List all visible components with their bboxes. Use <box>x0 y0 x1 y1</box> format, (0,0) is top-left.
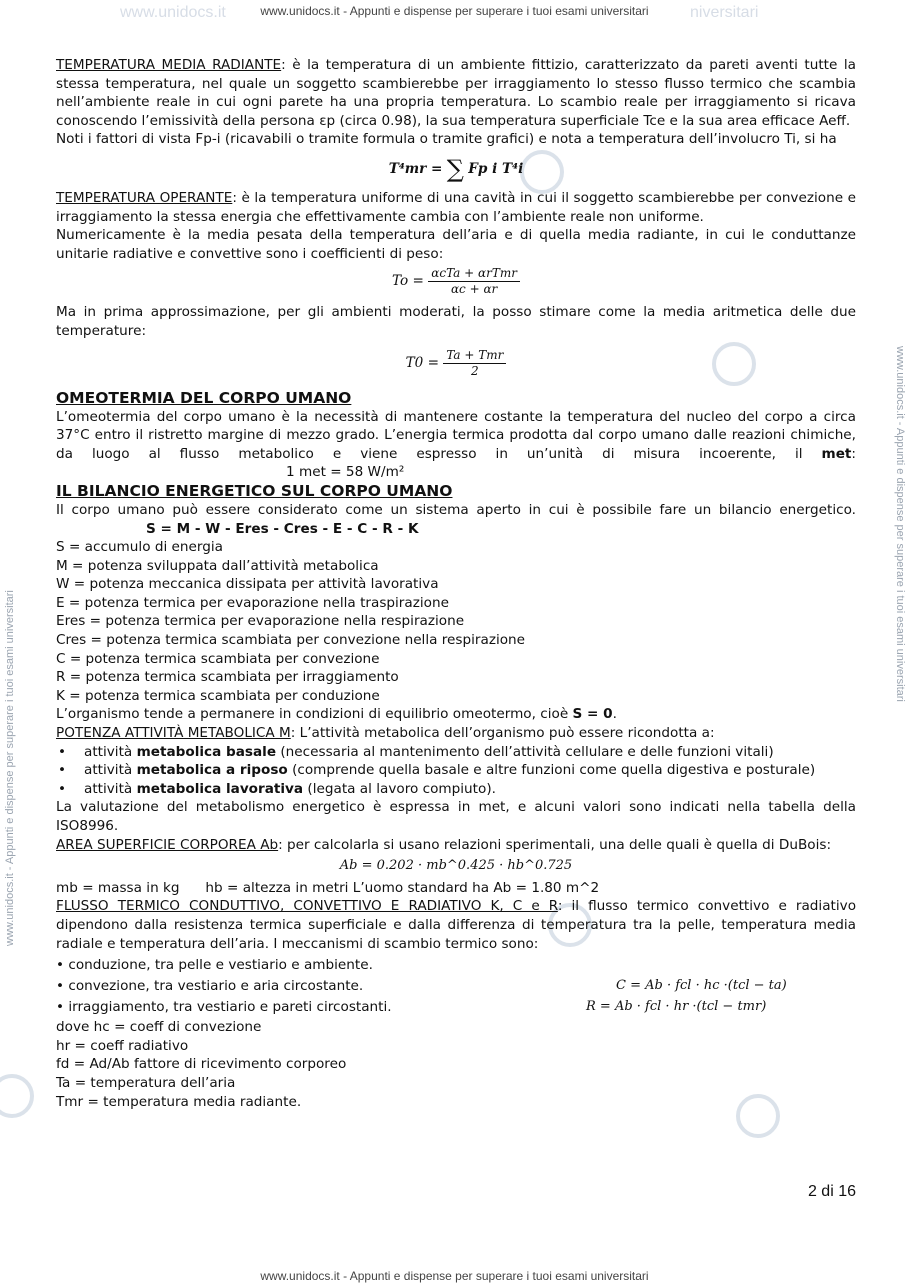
definition-item: Tmr = temperatura media radiante. <box>56 1093 302 1110</box>
list-item: • attività metabolica a riposo (comprende quella basale e altre funzioni come quella digestiva e posturale) <box>56 761 856 780</box>
top-formula-weighted: To = $\frac{\text{αcTa + αrTmr}}{\alpha c + \alpha r}$ <box>56 266 856 300</box>
definition-item: Eres = potenza termica per evaporazione nella respirazione <box>56 613 465 630</box>
equilibrium-line: L’organismo tende a permanere in condizioni di equilibrio omeotermo, cioè S = 0. <box>56 706 617 723</box>
definition-item: W = potenza meccanica dissipata per attività lavorativa <box>56 576 439 593</box>
area-term: AREA SUPERFICIE CORPOREA Ab <box>56 836 279 853</box>
header-banner[interactable]: www.unidocs.it - Appunti e dispense per superare i tuoi esami universitari <box>260 4 649 18</box>
top-formula-mean: T0 = $\frac{\text{Ta + Tmr}}{2}$ <box>56 344 856 386</box>
omeo-paragraph: L’omeotermia del corpo umano è la necessità di mantenere costante la temperatura del nucleo del corpo a circa 37°C entro il ristretto margine di mezzo grado. L’energia termica prodotta dal corpo umano dalle reazioni chimiche, da luogo al flusso metabolico e viene espresso in un’unità di misura incoerente, il met:1 met = 58 W/m² <box>56 408 857 481</box>
definition-item: S = accumulo di energia <box>56 539 223 556</box>
watermark-logo-icon <box>0 1074 34 1118</box>
top-text: : è la temperatura uniforme di una cavità in cui il soggetto scambierebbe per convezione e irraggiamento la stessa energia che effettivamente cambia con l’ambiente reale non uniforme. <box>56 189 856 225</box>
definition-item: hr = coeff radiativo <box>56 1037 189 1054</box>
definition-item: fd = Ad/Ab fattore di ricevimento corporeo <box>56 1056 347 1073</box>
metab-term: POTENZA ATTIVITÀ METABOLICA M <box>56 725 291 742</box>
list-item: • attività metabolica lavorativa (legata al lavoro compiuto). <box>56 780 856 799</box>
metab-list <box>56 743 856 799</box>
mechanism-row: • irraggiamento, tra vestiario e pareti circostanti. R = Ab · fcl · hr ·(tcl − tmr) <box>56 999 767 1016</box>
top-line2: Numericamente è la media pesata della temperatura dell’aria e di quella media radiante, in cui le conduttanze unitarie radiative e convettive sono i coefficienti di peso: <box>56 227 856 262</box>
area-paragraph: AREA SUPERFICIE CORPOREA Ab: per calcolarla si usano relazioni sperimentali, una delle quali è quella di DuBois: <box>56 836 832 853</box>
mechanisms <box>56 955 856 1018</box>
balance-definitions <box>56 538 856 705</box>
side-watermark-left: www.unidocs.it - Appunti e dispense per superare i tuoi esami universitari <box>4 590 16 946</box>
flusso-definitions <box>56 1018 856 1111</box>
footer-banner[interactable]: www.unidocs.it - Appunti e dispense per superare i tuoi esami universitari <box>260 1269 649 1283</box>
balance-equation: S = M - W - Eres - Cres - E - C - R - K <box>146 520 419 537</box>
metab-paragraph: POTENZA ATTIVITÀ METABOLICA M: L’attività metabolica dell’organismo può essere ricondotta a: <box>56 725 715 742</box>
tmr-formula: T⁴mr = ∑ Fp i T⁴i <box>388 154 524 183</box>
tmr-text: : è la temperatura di un ambiente fittizio, caratterizzato da pareti aventi tutte la stessa temperatura, nel quale un soggetto scambierebbe per irraggiamento lo stesso flusso termico che scambia nell’ambiente reale in cui ogni parete ha una propria temperatura. Lo scambio reale per irraggiamento si ricava conoscendo l’emissività della persona εp (circa 0.98), la sua temperatura superficiale Tce e la sua area efficace Aeff. <box>56 57 856 129</box>
bilancio-intro: Il corpo umano può essere considerato come un sistema aperto in cui è possibile fare un bilancio energetico.S = M - W - Eres - Cres - E - C - R - K <box>56 501 856 537</box>
tmr-line2: Noti i fattori di vista Fp-i (ricavabili o tramite formula o tramite grafici) e nota a temperatura dell’involucro Ti, si ha <box>56 131 837 148</box>
mechanism-row: • convezione, tra vestiario e aria circostante. C = Ab · fcl · hc ·(tcl − ta) <box>56 978 787 995</box>
omeo-heading: OMEOTERMIA DEL CORPO UMANO <box>56 388 352 407</box>
flusso-paragraph: FLUSSO TERMICO CONDUTTIVO, CONVETTIVO E RADIATIVO K, C e R: il flusso termico convettivo e radiativo dipendono dalla resistenza termica superficiale e dalla differenza di temperatura tra la pelle, temperatura media radiale e temperatura dell’aria. I meccanismi di scambio termico sono: <box>56 898 857 952</box>
flusso-term: FLUSSO TERMICO CONDUTTIVO, CONVETTIVO E RADIATIVO K, C e R <box>56 898 558 915</box>
list-item: • attività metabolica basale (necessaria al mantenimento dell’attività cellulare e delle funzioni vitali) <box>56 743 856 762</box>
top-paragraph <box>56 189 856 226</box>
side-watermark-right: www.unidocs.it - Appunti e dispense per superare i tuoi esami universitari <box>894 346 906 702</box>
page-number: 2 di 16 <box>807 1183 856 1200</box>
definition-item: M = potenza sviluppata dall’attività metabolica <box>56 557 379 574</box>
definition-item: Cres = potenza termica scambiata per convezione nella respirazione <box>56 632 526 649</box>
top-term: TEMPERATURA OPERANTE <box>56 189 233 206</box>
mechanism-row: • conduzione, tra pelle e vestiario e ambiente. <box>56 957 373 974</box>
top-line3: Ma in prima approssimazione, per gli ambienti moderati, la posso stimare come la media aritmetica delle due temperature: <box>56 304 856 339</box>
definition-item: E = potenza termica per evaporazione nella traspirazione <box>56 594 449 611</box>
definition-item: C = potenza termica scambiata per convezione <box>56 650 380 667</box>
tmr-term: TEMPERATURA MEDIA RADIANTE <box>56 57 282 73</box>
definition-item: Ta = temperatura dell’aria <box>56 1074 236 1091</box>
metab-note: La valutazione del metabolismo energetico è espressa in met, e alcuni valori sono indicati nella tabella della ISO8996. <box>56 799 856 834</box>
definition-item: K = potenza termica scambiata per conduzione <box>56 687 380 704</box>
area-legend: mb = massa in kg hb = altezza in metri L’uomo standard ha Ab = 1.80 m^2 <box>56 879 600 896</box>
definition-item: R = potenza termica scambiata per irraggiamento <box>56 669 399 686</box>
bilancio-heading: IL BILANCIO ENERGETICO SUL CORPO UMANO <box>56 481 453 500</box>
document-body <box>56 56 856 1111</box>
tmr-paragraph <box>56 56 856 130</box>
definition-item: dove hc = coeff di convezione <box>56 1019 262 1036</box>
met-equation: 1 met = 58 W/m² <box>286 464 405 481</box>
dubois-formula: Ab = 0.202 · mb^0.425 · hb^0.725 <box>339 858 573 874</box>
